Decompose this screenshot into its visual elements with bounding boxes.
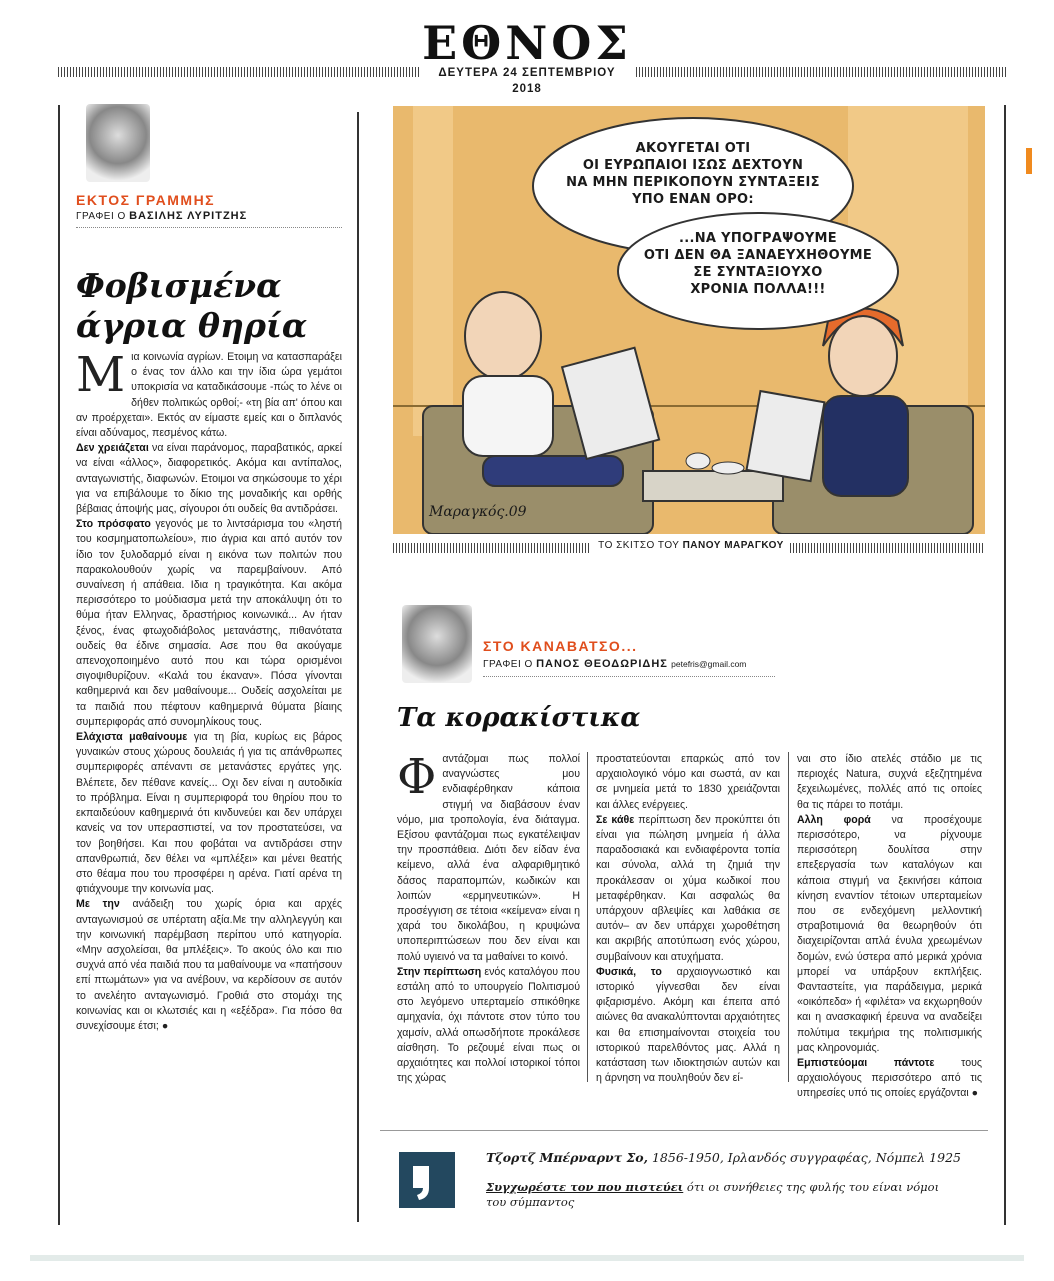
byline <box>483 658 746 670</box>
speech-bubble-2 <box>633 230 883 298</box>
drop-cap: Φ <box>397 749 437 805</box>
quote-body-2: του σύμπαντος <box>486 1195 575 1209</box>
paragraph: να προσέχουμε περισσότερο, να ρίχνουμε περισσότερη δουλίτσα στην επεξεργασία των καταλόγων και κάποια στιγμή να ξεκινήσει κάποια κίνηση εναντίον τέτοιων υπερταμείων που σε ενδεχόμενη μελλοντική στραβοτιμονιά θα θεωρηθούν ότι διαχειρίζονται απλά ένυλα χρεωμένων δομών, ενώ ύστερα από μερικά χρόνια μπορεί να υπάρξουν εκπλήξεις. Φανταστείτε, για παράδειγμα, μερικά «οικόπεδα» ή «φιλέτα» να εκχωρηθούν και η ανασκαφική έρευνα να αναδείξει πολύτιμα τεκμήρια της πολιτισμικής μας κληρονομιάς. <box>797 813 982 1054</box>
paragraph-lead: Ελάχιστα μαθαίνουμε <box>76 731 188 744</box>
paragraph-lead: Φυσικά, το <box>596 965 662 978</box>
bubble-line: ΟΤΙ ΔΕΝ ΘΑ ΞΑΝΑΕΥΧΗΘΟΥΜΕ <box>643 248 873 263</box>
byline-prefix: ΓΡΑΦΕΙ Ο <box>483 659 533 670</box>
byline-author: ΠΑΝΟΣ ΘΕΟΔΩΡΙΔΗΣ <box>536 658 668 670</box>
masthead-title: ΕΘΝΟΣ <box>422 16 632 70</box>
article-headline: Τα κορακίστικα <box>397 703 641 733</box>
page-bottom-band <box>30 1255 1024 1261</box>
paragraph: περίπτωση δεν προκύπτει ότι είναι για πώληση μνημεία ή άλλα παραδοσιακά και ενδιαφέροντα τοπία και σύνολα, αλλά τη ζημιά την προκάλεσαν οι χύμα κωδικοί που μεταφέρθηκαν. Και ασφαλώς θα υπάρχουν αβλεψίες και λαθάκια σε αυτόν– αν δεν υπάρχει χωροθέτηση και ακριβής αποτύπωση ενός χώρου, συμβαίνουν και ατυχήματα. <box>596 813 780 963</box>
article-column-2 <box>596 752 780 1086</box>
article-column-1 <box>397 749 581 1086</box>
paragraph: προστατεύονται επαρκώς από τον αρχαιολογικό νόμο και σωστά, αν και σε μνημεία μετά το 1830 χρειάζονται και άλλες ενέργειες. <box>596 753 780 811</box>
bubble-line: ΟΙ ΕΥΡΩΠΑΙΟΙ ΙΣΩΣ ΔΕΧΤΟΥΝ <box>582 158 804 173</box>
byline-rule <box>483 676 775 677</box>
cartoon <box>393 106 985 534</box>
quote-body: ότι οι συνήθειες της φυλής του είναι νόμοι <box>683 1180 940 1194</box>
byline-email: petefris@gmail.com <box>671 659 747 669</box>
cartoonist-signature: Μαραγκός.09 <box>429 504 527 520</box>
right-border <box>1004 105 1006 1225</box>
left-border <box>58 105 60 1225</box>
caption-prefix: ΤΟ ΣΚΙΤΣΟ ΤΟΥ <box>598 540 680 551</box>
paragraph: αρχαιογνωστικό και ιστορικό γίγνεσθαι δεν είναι φιξαρισμένο. Ακόμη και έπειτα από αιώνες θα ανακαλύπτονται αρχαιότητες και θα επισημαίνονται στοιχεία του ιστορικού παρελθόντος μας. Αλλά η κατάσταση των ιδιοκτησιών αυτών και η άρνηση να πουληθούν δεν εί- <box>596 965 780 1085</box>
paragraph: αντάζομαι πως πολλοί αναγνώστες μου ενδιαφέρθηκαν κάποια στιγμή να διαβάσουν έναν νόμο, μια τροπολογία, ένα διάταγμα. Εξίσου φαντάζομαι πως εγκατέλειψαν την προσπάθεια. Διότι δεν είδαν ένα κείμενο, αλλά ένα αλφαριθμητικό δάσος παραπομπών, κωδικών και λοιπών «ερμηνευτικών». Η προσέγγιση σε τέτοια «κείμενα» είναι η χαρά του δικολάβου, η κρυψώνα υποπεριπτώσεων που δεν είναι και πολύ υγιεινό να τα μαθαίνει το κοινό. <box>397 753 580 963</box>
end-mark-icon: ● <box>971 1087 979 1100</box>
quote-attribution <box>486 1150 961 1165</box>
bubble-line: ΣΕ ΣΥΝΤΑΞΙΟΥΧΟ <box>693 265 823 280</box>
paragraph: ενός καταλόγου που εστάλη από το υπουργείο Πολιτισμού στο λεγόμενο υπερταμείο σπικόθηκε αμηχανία, όχι πάντοτε στον τύπο του χαμσίν, αλλά οπωσδήποτε προκάλεσε αίσθηση. Το ρεζουμέ είναι πως οι αρχαιότητες και πολλοί ιστορικοί τόποι της χώρας <box>397 965 581 1085</box>
drop-cap: Μ <box>76 347 126 403</box>
byline-rule <box>76 227 342 228</box>
column-rule <box>788 752 789 1082</box>
paragraph-lead: Εμπιστεύομαι πάντοτε <box>797 1057 935 1070</box>
quote-lead: Συγχωρέστε τον που πιστεύει <box>486 1180 684 1194</box>
end-mark-icon: ● <box>161 1019 169 1032</box>
caption-author: ΠΑΝΟΥ ΜΑΡΑΓΚΟΥ <box>682 540 784 551</box>
bubble-line: ΝΑ ΜΗΝ ΠΕΡΙΚΟΠΟΥΝ ΣΥΝΤΑΞΕΙΣ <box>566 175 820 190</box>
bubble-line: ΧΡΟΝΙΑ ΠΟΛΛΑ!!! <box>690 282 826 297</box>
section-kicker: ΣΤΟ ΚΑΝΑΒΑΤΣΟ... <box>483 638 638 654</box>
section-kicker: ΕΚΤΟΣ ΓΡΑΜΜΗΣ <box>76 192 216 208</box>
author-portrait <box>86 104 150 182</box>
bubble-line: ΑΚΟΥΓΕΤΑΙ ΟΤΙ <box>635 141 751 156</box>
quote-icon <box>399 1152 455 1208</box>
article-column-3 <box>797 752 982 1102</box>
paragraph-lead: Δεν χρειάζεται <box>76 442 149 455</box>
paragraph-lead: Στην περίπτωση <box>397 965 482 978</box>
column-rule <box>587 752 588 1082</box>
paragraph: ναι στο ίδιο ατελές στάδιο με τις περιοχές Natura, συχνά εξεζητημένα ξεχειλωμένες, πολλές από τις οποίες θα τις πάρει το ποτάμι. <box>797 753 982 811</box>
paragraph: να είναι παράνομος, παραβατικός, αρκεί να είναι «άλλος», διαφορετικός. Ακόμα και αντίπαλος, ανταγωνιστής, διαφωνών. Ετοιμοι να σηκώσουμε το χέρι για να επιβάλουμε το δίκιο της μοναδικής και ορθής βέβαιας άποψής μας, σίγουροι ότι ουδείς θα αντιδράσει. <box>76 442 342 516</box>
paragraph: τους αρχαιολόγους περισσότερο από τις υπηρεσίες υπό τις οποίες εργάζονται <box>797 1057 982 1100</box>
quote-mark-icon <box>399 1152 455 1208</box>
caption-rule-right <box>790 543 984 553</box>
headline-line-1: Φοβισμένα <box>76 266 282 305</box>
paragraph-lead: Με την <box>76 898 120 911</box>
paragraph: ανάδειξη του χωρίς όρια και αρχές ανταγωνισμού σε υπέρτατη αξία.Με την αλληλεγγύη και την κοινωνική παρέμβαση περίπου υπό κατηγορία. «Μην ασχολείσαι, θα μπλέξεις». Το ακούς όλο και πιο συχνά από νέα παιδιά που τα μαθαίνουμε να «πατήσουν επί πτωμάτων» για να ανέβουν, να κερδίσουν σε αυτόν το ανελέητο ανταγωνισμό. Γροθιά στο στομάχι της κοινωνίας και οι κλωτσιές και η «εξέδρα». Για πόσο θα συνεχίσουμε έτσι; <box>76 898 343 1032</box>
quote-rule <box>380 1130 988 1131</box>
byline-author: ΒΑΣΙΛΗΣ ΛΥΡΙΤΖΗΣ <box>129 210 248 222</box>
masthead-rule-right <box>636 67 1008 77</box>
masthead-date: ΔΕΥΤΕΡΑ 24 ΣΕΠΤΕΜΒΡΙΟΥ 2018 <box>438 67 616 95</box>
headline-line-2: άγρια θηρία <box>76 306 308 345</box>
section-marker <box>1026 148 1032 174</box>
caption-rule-left <box>393 543 589 553</box>
cartoon-caption <box>596 540 786 551</box>
byline <box>76 210 247 222</box>
column-divider <box>357 112 359 1222</box>
quote-text <box>486 1180 956 1210</box>
bubble-line: ...ΝΑ ΥΠΟΓΡΑΨΟΥΜΕ <box>679 231 837 246</box>
author-portrait <box>402 605 472 683</box>
paragraph-lead: Αλλη φορά <box>797 813 871 826</box>
article-body <box>76 347 343 1034</box>
speech-bubble-1 <box>553 140 833 208</box>
quote-author-details: 1856-1950, Ιρλανδός συγγραφέας, Νόμπελ 1925 <box>648 1150 961 1165</box>
bubble-line: ΥΠΟ ΕΝΑΝ ΟΡΟ: <box>632 192 754 207</box>
paragraph-lead: Σε κάθε <box>596 813 635 826</box>
masthead-rule-left <box>58 67 420 77</box>
paragraph-lead: Στο πρόσφατο <box>76 518 151 531</box>
byline-prefix: ΓΡΑΦΕΙ Ο <box>76 211 126 222</box>
quote-author: Τζορτζ Μπέρναρντ Σο, <box>486 1150 648 1165</box>
paragraph: ια κοινωνία αγρίων. Ετοιμη να κατασπαράξει ο ένας τον άλλο και την ίδια ώρα γεμάτοι υποκρισία να καταδικάσουμε -πώς το λένε οι δήθεν πολιτικώς ορθοί;- «τη βία απ' όπου και αν προέρχεται». Εκτός αν είμαστε εμείς και ο διπλανός είναι αδύναμος, πεσμένος κάτω. <box>76 351 342 440</box>
article-headline <box>76 266 307 346</box>
paragraph: για τη βία, κυρίως εις βάρος γυναικών στους χώρους δουλειάς ή για τις απάνθρωπες συμπεριφορές απέναντι σε μετανάστες εργάτες γης. Βλέπετε, δεν πέθανε κανείς... Οχι δεν είναι η αυτοδικία το πρόβλημα. Είναι η συμπεριφορά του θηρίου που το εκπαιδεύουν καθημερινά ότι κινδυνεύει και δεν υπάρχει κανείς να τον υπερασπιστεί, να τον προστατεύσει, να τον βοηθήσει. Και που φοβάται να αντιδράσει στην απανθρωπιά, δεν θέλει να «μπλέξει» και μένει θεατής στο θέαμα που του προσφέρει η αρένα. Γιατί αρένα τη φτιάχνουμε την κοινωνία μας. <box>76 731 343 896</box>
paragraph: γεγονός με το λιντσάρισμα του «ληστή του κοσμηματοπωλείου», πιο άγρια και από αυτόν τον ίδιο τον ξυλοδαρμό είναι η εικόνα των πολιτών που παρακολουθούν χωρίς να παρεμβαίνουν. Από συναίνεση ή απάθεια. Ιδια η τραγικότητα. Και ακόμα περισσότερο το μούδιασμα μετά την αποκάλυψη ότι το θύμα ήταν Ελληνας, δραστήριος κοινωνικά... Αν ήταν ξένος, ένας φτωχοδιάβολος μετανάστης, πιθανότατα ουδείς θα έδινε σημασία. Ασε που θα ακούγαμε απενοχοποιημένο αυτό που και τώρα ορισμένοι σιγοψιθυρίζουν. «Καλά του έκαναν». Πόσα γίνονται καθημερινά και δεν μαθαίνουμε... Ουδείς ασχολείται με τα παιδιά που πέφτουν καθημερινά θύματα βίαιης συμπεριφοράς από συνομηλίκους τους. <box>76 518 343 728</box>
